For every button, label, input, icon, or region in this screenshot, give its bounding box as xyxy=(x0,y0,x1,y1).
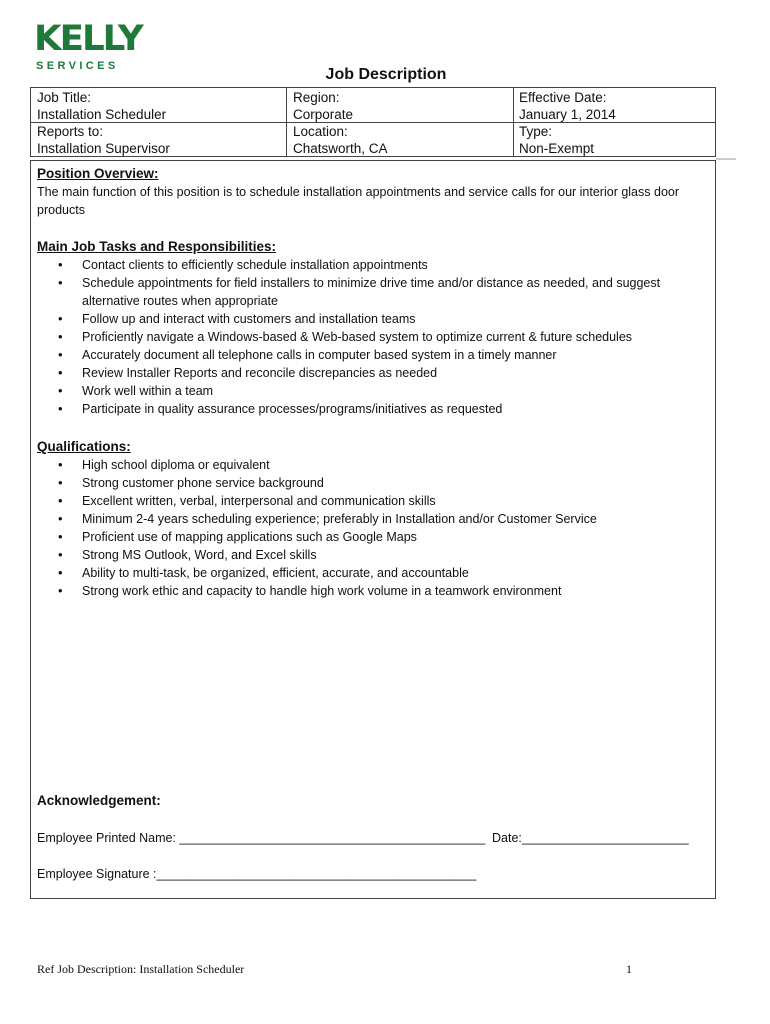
page-number: 1 xyxy=(626,962,632,976)
location-value: Chatsworth, CA xyxy=(293,141,388,156)
list-item: • Review Installer Reports and reconcile discrepancies as needed xyxy=(37,364,707,382)
kelly-services-logo xyxy=(34,19,142,74)
printed-name-field[interactable]: Employee Printed Name: ____________________________________________ xyxy=(37,831,486,845)
list-item: • Minimum 2-4 years scheduling experience; preferably in Installation and/or Customer Service xyxy=(37,510,707,528)
reports-to-value: Installation Supervisor xyxy=(37,141,170,156)
effective-date-label: Effective Date: xyxy=(519,90,607,105)
footer-reference: Ref Job Description: Installation Scheduler xyxy=(37,962,245,976)
qualifications-list xyxy=(37,456,707,600)
list-item: • Schedule appointments for field installers to minimize drive time and/or distance as needed, and suggest alternative routes when appropriate xyxy=(37,274,707,310)
signature-field[interactable]: Employee Signature :______________________________________________ xyxy=(37,867,477,881)
list-item: • Contact clients to efficiently schedule installation appointments xyxy=(37,256,707,274)
reports-to-label: Reports to: xyxy=(37,124,104,139)
effective-date-value: January 1, 2014 xyxy=(519,107,616,122)
list-item: • High school diploma or equivalent xyxy=(37,456,707,474)
location-cell xyxy=(293,123,388,157)
list-item: • Strong MS Outlook, Word, and Excel skills xyxy=(37,546,707,564)
list-item: • Accurately document all telephone calls in computer based system in a timely manner xyxy=(37,346,707,364)
qualifications-heading: Qualifications: xyxy=(37,439,131,454)
job-info-table xyxy=(30,87,716,157)
main-content-box xyxy=(30,160,716,899)
job-title-label: Job Title: xyxy=(37,90,92,105)
tasks-heading: Main Job Tasks and Responsibilities: xyxy=(37,239,277,254)
reports-to-cell xyxy=(37,123,170,157)
type-label: Type: xyxy=(519,124,553,139)
position-overview-text: The main function of this position is to schedule installation appointments and service calls for our interior glass door products xyxy=(37,185,680,217)
location-label: Location: xyxy=(293,124,348,139)
region-value: Corporate xyxy=(293,107,354,122)
logo-brand: KELLY xyxy=(34,19,142,59)
document-title: Job Description xyxy=(325,66,447,83)
margin-mark xyxy=(716,158,736,160)
type-cell xyxy=(519,123,594,157)
list-item: • Excellent written, verbal, interpersonal and communication skills xyxy=(37,492,707,510)
list-item: • Strong customer phone service background xyxy=(37,474,707,492)
list-item: • Strong work ethic and capacity to handle high work volume in a teamwork environment xyxy=(37,582,707,600)
type-value: Non-Exempt xyxy=(519,141,595,156)
list-item: • Proficiently navigate a Windows-based & Web-based system to optimize current & future schedules xyxy=(37,328,707,346)
date-field[interactable]: Date:________________________ xyxy=(492,831,689,845)
list-item: • Follow up and interact with customers and installation teams xyxy=(37,310,707,328)
job-title-value: Installation Scheduler xyxy=(37,107,167,122)
region-label: Region: xyxy=(293,90,340,105)
effective-date-cell xyxy=(519,89,616,123)
job-title-cell xyxy=(37,89,166,123)
position-overview-heading: Position Overview: xyxy=(37,166,159,181)
logo-subtitle: SERVICES xyxy=(36,60,119,72)
list-item: • Participate in quality assurance processes/programs/initiatives as requested xyxy=(37,400,707,418)
tasks-list xyxy=(37,256,707,418)
list-item: • Ability to multi-task, be organized, efficient, accurate, and accountable xyxy=(37,564,707,582)
list-item: • Work well within a team xyxy=(37,382,707,400)
list-item: • Proficient use of mapping applications such as Google Maps xyxy=(37,528,707,546)
acknowledgement-heading: Acknowledgement: xyxy=(37,793,161,808)
region-cell xyxy=(293,89,353,123)
